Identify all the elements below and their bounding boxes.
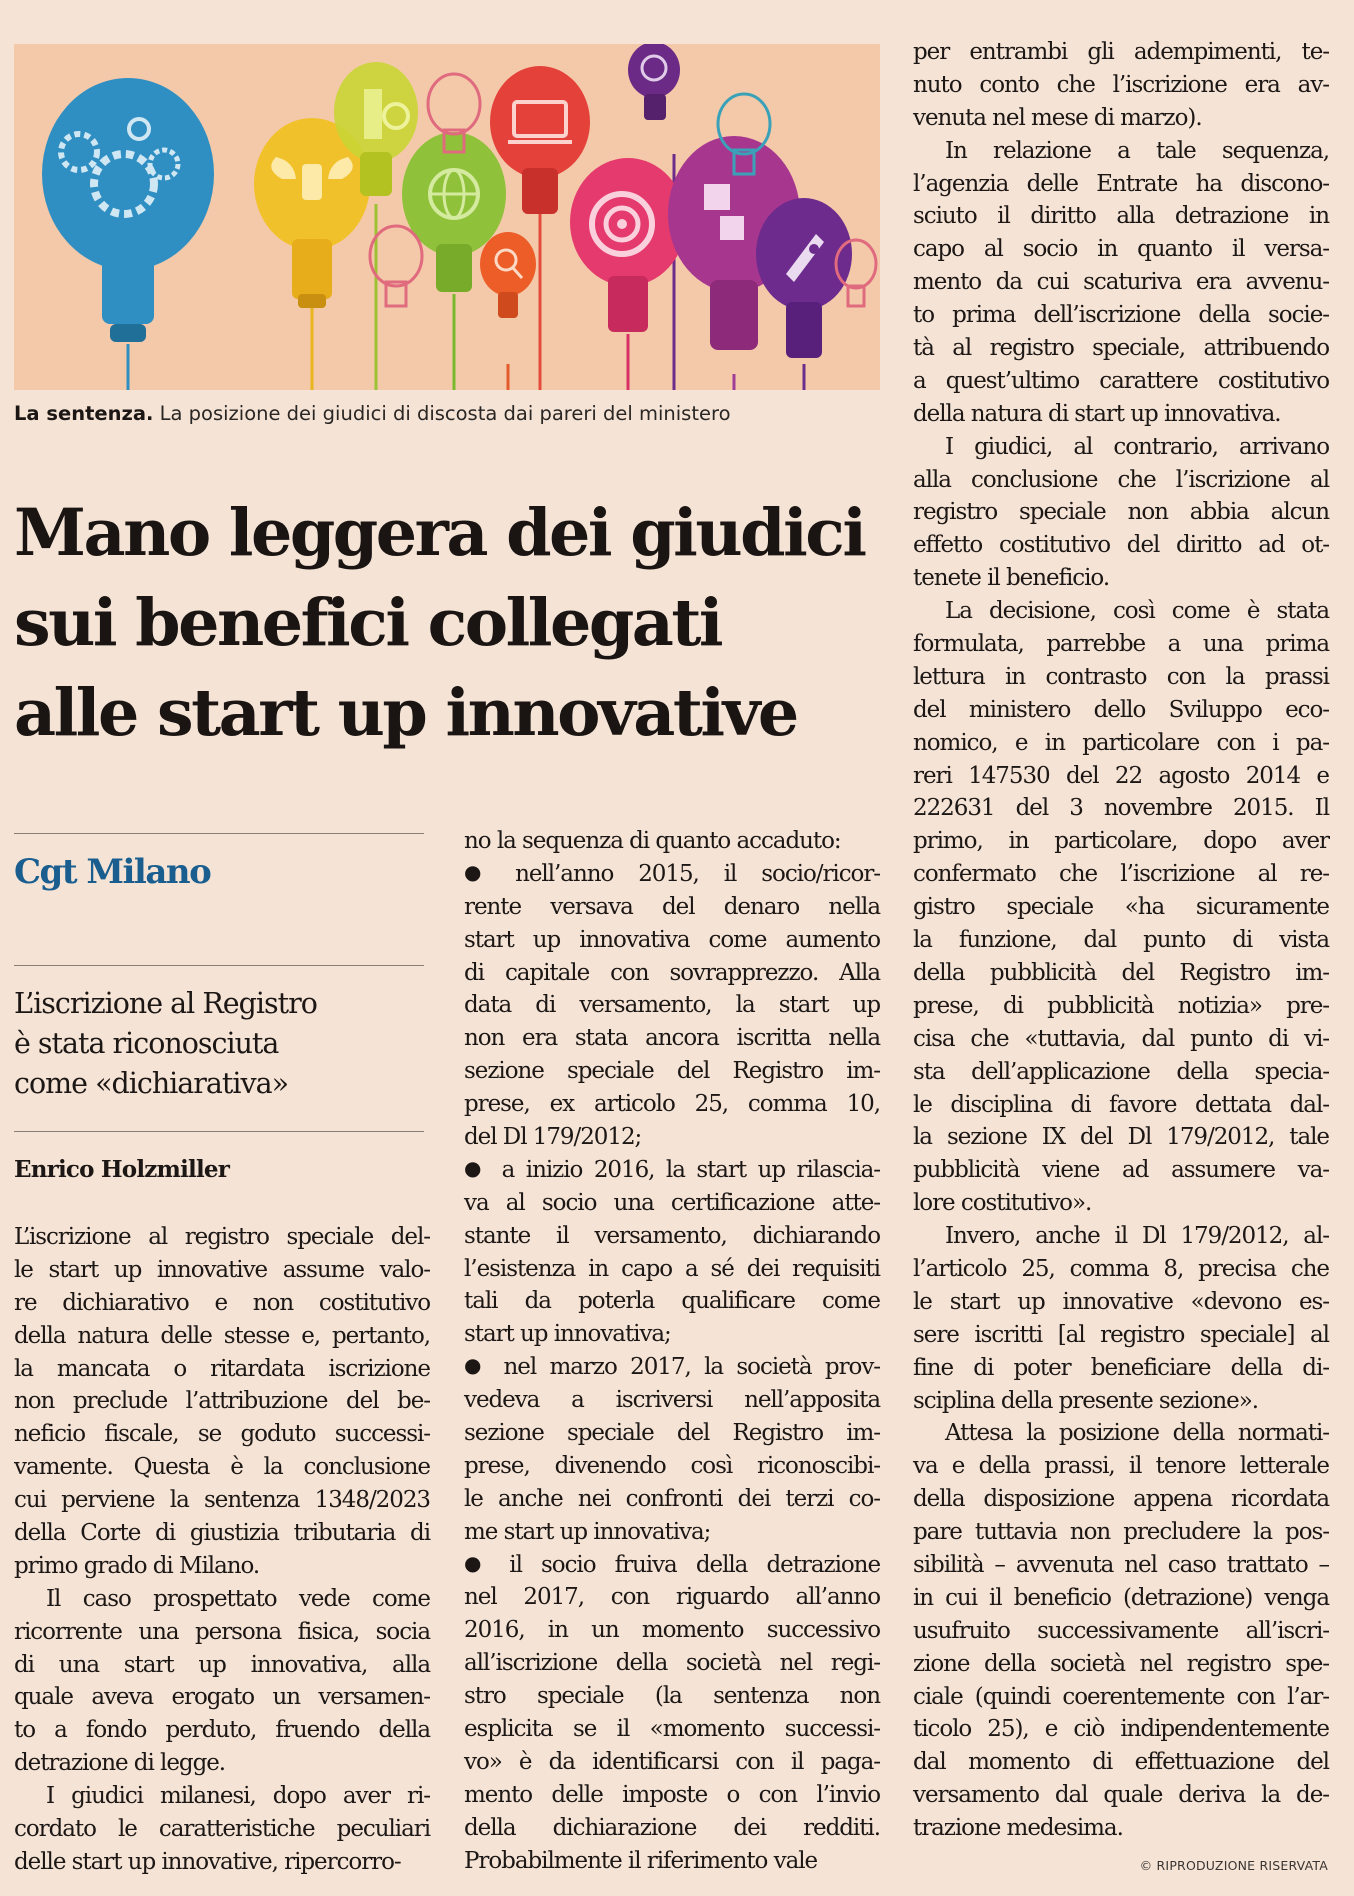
article-line: prese, ex articolo 25, comma 10, [464,1091,880,1118]
bulb-magnifier-icon [480,232,536,318]
bulb-rocket-icon [756,198,852,358]
divider [14,833,424,834]
article-line: me start up innovativa; [464,1518,711,1545]
article-line: per entrambi gli adempimenti, te- [913,39,1329,65]
article-line: primo grado di Milano. [14,1552,260,1579]
article-line: tenete il beneficio. [913,565,1110,592]
article-line: I giudici, al contrario, arrivano [945,433,1329,460]
headline-line: Mano leggera dei giudici [14,495,865,571]
article-line: cisa che «tuttavia, dal punto di vi- [913,1025,1329,1052]
article-line: ticolo 25), e ciò indipendentemente [913,1716,1329,1743]
divider [14,965,424,966]
article-line: prese, di pubblicità notizia» pre- [913,992,1329,1019]
article-line: l’agenzia delle Entrate ha discono- [913,170,1329,197]
article-line: ● nell’anno 2015, il socio/ricor- [464,858,880,891]
bulb-target-icon [570,158,686,332]
article-line: start up innovativa; [464,1321,671,1348]
image-caption [14,402,894,425]
article-line: zione della società nel registro spe- [913,1650,1329,1677]
lightbulbs-illustration [14,44,880,390]
article-line: va e della prassi, il tenore letterale [913,1453,1329,1480]
article-line: a quest’ultimo carattere costitutivo [913,367,1329,394]
article-line: esplicita se il «momento successi- [464,1716,880,1743]
article-line: capo al socio in quanto il versa- [913,236,1329,263]
bulb-compass-icon [628,44,680,120]
article-line: cui perviene la sentenza 1348/2023 [14,1487,430,1514]
article-line: della natura di start up innovativa. [913,400,1281,427]
article-line: la funzione, dal punto di vista [913,927,1329,954]
article-line: delle start up innovative, ripercorro- [14,1848,401,1875]
article-line: le start up innovative «devono es- [913,1288,1329,1315]
article-line: 2016, in un momento successivo [464,1617,880,1644]
article-line: L’iscrizione al registro speciale del- [14,1224,430,1250]
article-line: ricorrente una persona fisica, socia [14,1618,430,1645]
article-line: va al socio una certificazione atte- [464,1189,880,1216]
article-line: fine di poter beneficiare della di- [913,1354,1329,1381]
article-line: tali da poterla qualificare come [464,1288,880,1315]
article-line: nel 2017, con riguardo all’anno [464,1584,880,1611]
divider [14,1131,424,1132]
caption-text: La posizione dei giudici di discosta dai pareri del ministero [159,402,731,425]
article-line: nomico, e in particolare con i pa- [913,729,1329,756]
article-line: ● il socio fruiva della detrazione [464,1549,880,1582]
article-line: ciale (quindi coerentemente con l’ar- [913,1683,1329,1710]
article-line: venuta nel mese di marzo). [913,104,1202,131]
article-line: sciuto il diritto alla detrazione in [913,203,1329,230]
article-line: usufruito successivamente all’iscri- [913,1617,1329,1644]
article-line: versamento dal quale deriva la de- [913,1782,1329,1809]
article-line: 222631 del 3 novembre 2015. Il [913,795,1329,822]
article-line: Probabilmente il riferimento vale [464,1847,818,1874]
article-line: vamente. Questa è la conclusione [14,1454,430,1481]
article-line: vedeva a iscriversi nell’apposita [464,1387,880,1414]
article-line: la mancata o ritardata iscrizione [14,1355,430,1382]
subheadline [14,984,434,1104]
article-line: sibilità – avvenuta nel caso trattato – [913,1551,1329,1578]
article-line: effetto costitutivo del diritto ad ot- [913,532,1329,559]
article-line: nuto conto che l’iscrizione era av- [913,71,1329,98]
article-line: della Corte di giustizia tributaria di [14,1520,430,1547]
article-line: La decisione, così come è stata [945,598,1329,625]
article-line: prese, divenendo così riconoscibi- [464,1452,880,1479]
article-line: lore costitutivo». [913,1190,1092,1217]
article-line: start up innovativa come aumento [464,926,880,953]
article-line: del Dl 179/2012; [464,1124,642,1151]
headline-line: sui benefici collegati [14,585,722,661]
article-line: alla conclusione che l’iscrizione al [913,466,1329,493]
article-line: lettura in contrasto con la prassi [913,663,1329,690]
article-line: sciplina della presente sezione». [913,1387,1258,1414]
article-line: Invero, anche il Dl 179/2012, al- [945,1223,1329,1250]
article-line: di capitale con sovrapprezzo. Alla [464,959,880,986]
article-line: di una start up innovativa, alla [14,1651,430,1678]
article-line: pare tuttavia non precludere la pos- [913,1519,1329,1546]
article-line: le start up innovative assume valo- [14,1256,430,1283]
article-line: primo, in particolare, dopo aver [913,828,1329,855]
article-line: sere iscritti [al registro speciale] al [913,1321,1329,1348]
subheadline-line: L’iscrizione al Registro [14,987,317,1020]
article-line: stante il versamento, dichiarando [464,1222,880,1249]
article-line: della pubblicità del Registro im- [913,959,1329,986]
headline [14,488,894,758]
author-byline: Enrico Holzmiller [14,1156,230,1183]
article-line: registro speciale non abbia alcun [913,499,1329,526]
article-line: mento da cui scaturiva era avvenu- [913,269,1329,296]
article-line: no la sequenza di quanto accaduto: [464,828,841,854]
article-line: ● a inizio 2016, la start up rilascia- [464,1154,880,1187]
article-line: to a fondo perduto, fruendo della [14,1717,430,1744]
article-line: l’esistenza in capo a sé dei requisiti [464,1255,880,1282]
article-line: ● nel marzo 2017, la società prov- [464,1351,880,1384]
article-line: mento delle imposte o con l’invio [464,1781,880,1808]
article-line: le disciplina di favore dettata dal- [913,1091,1329,1118]
article-line: tà al registro speciale, attribuendo [913,335,1329,362]
article-line: gistro speciale «ha sicuramente [913,894,1329,921]
article-line: confermato che l’iscrizione al re- [913,861,1329,888]
caption-label: La sentenza. [14,402,154,425]
section-kicker: Cgt Milano [14,852,211,892]
article-line: rente versava del denaro nella [464,893,880,920]
article-line: in cui il beneficio (detrazione) venga [913,1584,1329,1611]
article-line: formulata, parrebbe a una prima [913,631,1329,658]
article-line: non preclude l’attribuzione del be- [14,1388,430,1415]
article-line: della dichiarazione dei redditi. [464,1814,880,1841]
article-line: non era stata ancora iscritta nella [464,1025,880,1052]
article-line: la sezione IX del Dl 179/2012, tale [913,1124,1329,1151]
article-line: sta dell’applicazione della specia- [913,1058,1329,1085]
article-line: to prima dell’iscrizione della socie- [913,302,1329,329]
article-line: l’articolo 25, comma 8, precisa che [913,1255,1329,1282]
subheadline-line: è stata riconosciuta [14,1027,279,1060]
headline-line: alle start up innovative [14,675,797,751]
article-line: le anche nei confronti dei terzi co- [464,1485,880,1512]
article-line: all’iscrizione della società nel regi- [464,1650,880,1677]
article-line: Attesa la posizione della normati- [945,1420,1329,1447]
article-line: della natura delle stesse e, pertanto, [14,1322,430,1349]
article-line: data di versamento, la start up [464,992,880,1019]
subheadline-line: come «dichiarativa» [14,1067,289,1100]
article-line: sezione speciale del Registro im- [464,1058,880,1085]
article-column-2 [464,825,880,1878]
article-line: detrazione di legge. [14,1750,226,1777]
article-line: dal momento di effettuazione del [913,1749,1329,1776]
article-line: In relazione a tale sequenza, [945,137,1329,164]
article-line: trazione medesima. [913,1815,1123,1842]
article-line: stro speciale (la sentenza non [464,1683,880,1710]
article-column-3 [913,36,1329,1845]
article-line: del ministero dello Sviluppo eco- [913,696,1329,723]
article-line: sezione speciale del Registro im- [464,1420,880,1447]
article-line: Il caso prospettato vede come [46,1585,430,1612]
article-line: quale aveva erogato un versamen- [14,1684,430,1711]
article-line: neficio fiscale, se goduto successi- [14,1421,430,1448]
article-line: della disposizione appena ricordata [913,1486,1329,1513]
article-line: pubblicità viene ad assumere va- [913,1157,1329,1184]
article-line: reri 147530 del 22 agosto 2014 e [913,762,1329,789]
article-line: re dichiarativo e non costitutivo [14,1289,430,1316]
article-column-1 [14,1221,430,1879]
article-line: I giudici milanesi, dopo aver ri- [46,1783,430,1810]
article-line: cordato le caratteristiche peculiari [14,1816,430,1843]
article-line: vo» è da identificarsi con il paga- [464,1748,880,1775]
bulb-gears-icon [42,78,214,342]
copyright-note: © RIPRODUZIONE RISERVATA [1139,1858,1328,1873]
